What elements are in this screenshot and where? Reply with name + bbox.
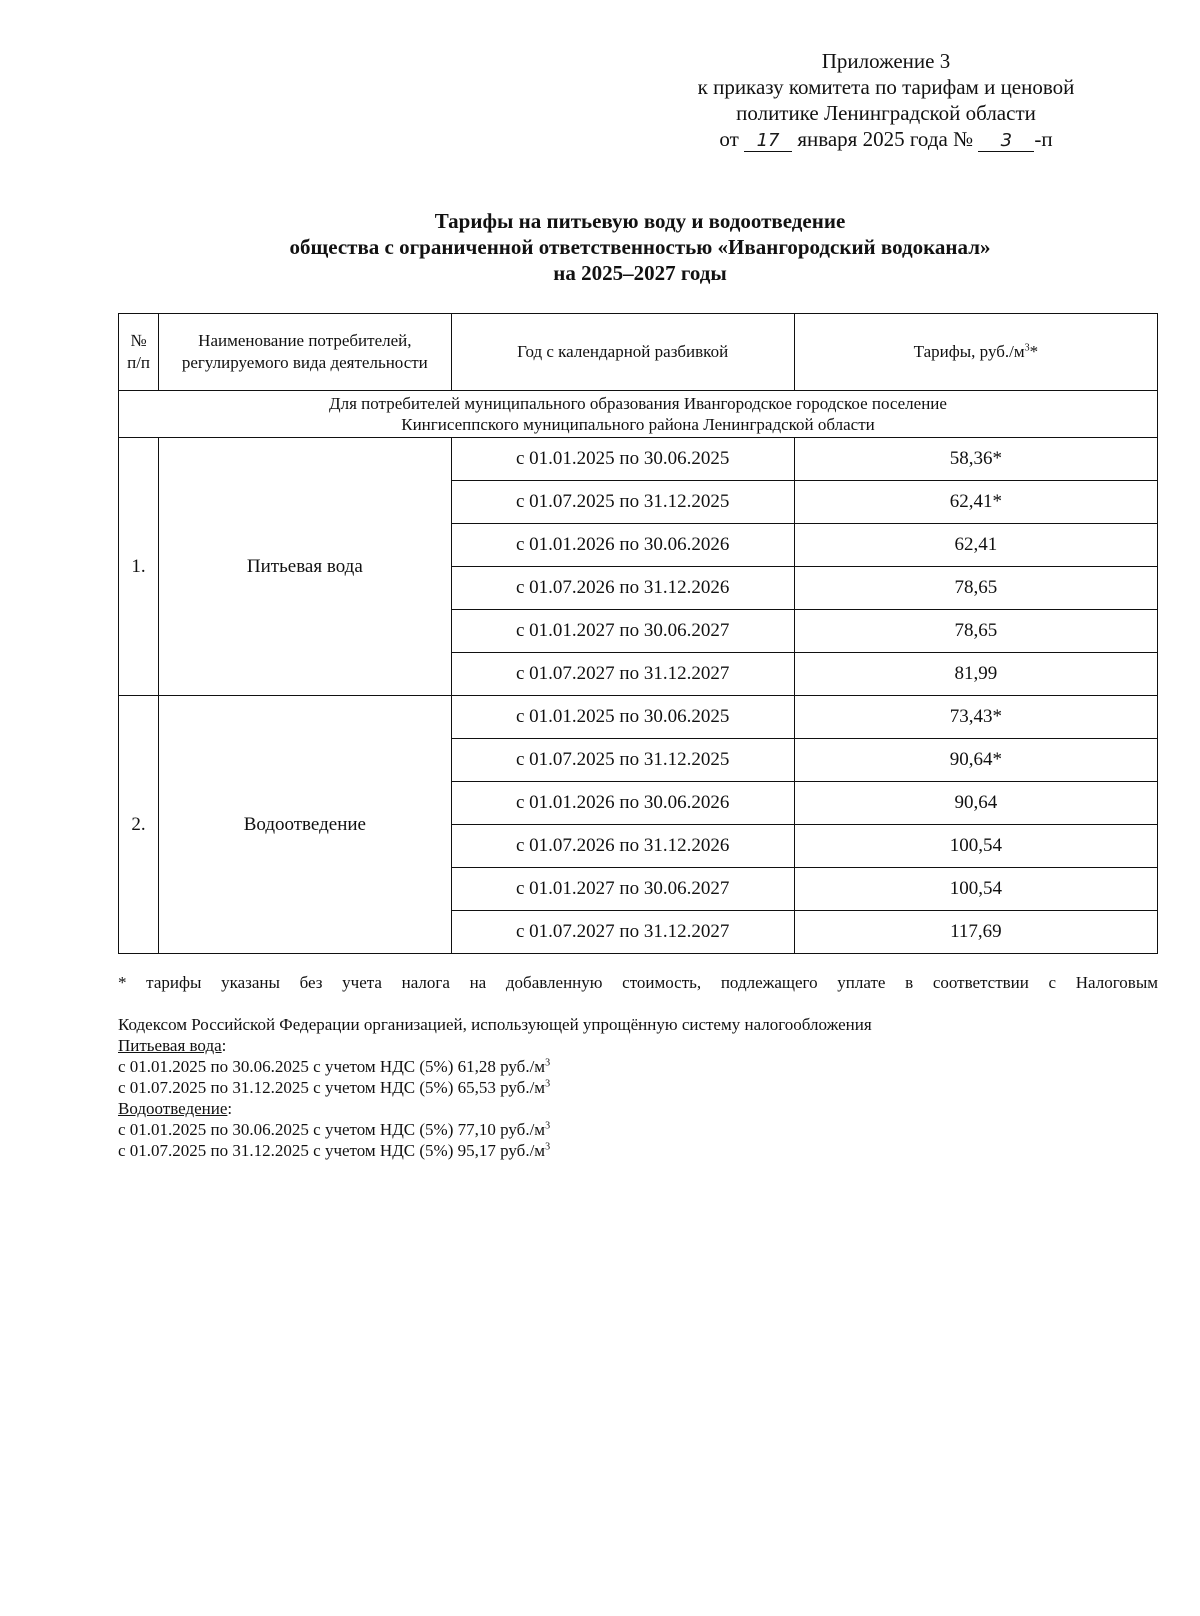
section-num: 1.: [119, 438, 159, 696]
tariff-cell: 78,65: [794, 567, 1157, 610]
footnote-water-text-2: с 01.07.2025 по 31.12.2025 с учетом НДС (5%) 65,53 руб./м: [118, 1078, 546, 1097]
footnote-colon: :: [227, 1099, 233, 1118]
period-cell: с 01.07.2025 по 31.12.2025: [451, 481, 794, 524]
footnote-sewer-heading-line: [118, 1098, 1158, 1119]
header-tariff-text: Тарифы, руб./м: [913, 342, 1025, 361]
footnote-main-line-2: Кодексом Российской Федерации организацией, использующей упрощённую систему налогообложения: [118, 1015, 872, 1034]
footnote-sewer-line-2: [118, 1140, 1158, 1161]
footnote-sup: 3: [545, 1120, 551, 1132]
group-cell: [119, 391, 1158, 438]
date-day-handwritten: 17: [744, 131, 792, 152]
footnote-water-heading: Питьевая вода: [118, 1036, 222, 1055]
table-row: [119, 438, 1158, 481]
period-cell: с 01.07.2025 по 31.12.2025: [451, 739, 794, 782]
tariff-cell: 73,43*: [794, 696, 1157, 739]
tariff-cell: 62,41*: [794, 481, 1157, 524]
order-number-handwritten: 3: [978, 131, 1034, 152]
header-tariff: [794, 314, 1157, 391]
table-header-row: [119, 314, 1158, 391]
footnote-sewer-text-1: с 01.01.2025 по 30.06.2025 с учетом НДС (5%) 77,10 руб./м: [118, 1120, 546, 1139]
period-cell: с 01.01.2027 по 30.06.2027: [451, 610, 794, 653]
footnote-water-heading-line: [118, 1035, 1158, 1056]
period-cell: с 01.01.2027 по 30.06.2027: [451, 868, 794, 911]
tariff-cell: 58,36*: [794, 438, 1157, 481]
tariff-cell: 62,41: [794, 524, 1157, 567]
appendix-header: [626, 48, 1146, 152]
title-line-2: общества с ограниченной ответственностью «Ивангородский водоканал»: [289, 235, 991, 259]
period-cell: с 01.07.2026 по 31.12.2026: [451, 825, 794, 868]
group-line-1: Для потребителей муниципального образования Ивангородское городское поселение: [329, 394, 947, 413]
footnote-colon: :: [221, 1036, 227, 1055]
period-cell: с 01.01.2026 по 30.06.2026: [451, 524, 794, 567]
tariff-cell: 90,64: [794, 782, 1157, 825]
tariff-cell: 117,69: [794, 911, 1157, 954]
section-num: 2.: [119, 696, 159, 954]
header-period: Год с календарной разбивкой: [451, 314, 794, 391]
period-cell: с 01.07.2026 по 31.12.2026: [451, 567, 794, 610]
footnote-main-line-1: * тарифы указаны без учета налога на добавленную стоимость, подлежащего уплате в соответствии с Налоговым: [118, 973, 1158, 992]
period-cell: с 01.01.2025 по 30.06.2025: [451, 696, 794, 739]
title-line-1: Тарифы на питьевую воду и водоотведение: [434, 209, 846, 233]
tariff-cell: 81,99: [794, 653, 1157, 696]
footnote-sup: 3: [545, 1078, 551, 1090]
footnote: [118, 972, 1158, 1161]
date-prefix: от: [719, 127, 739, 151]
appendix-date-line: [626, 126, 1146, 152]
tariff-cell: 100,54: [794, 825, 1157, 868]
title-line-3: на 2025–2027 годы: [553, 261, 727, 285]
appendix-committee: политике Ленинградской области: [736, 101, 1036, 125]
table-row: [119, 696, 1158, 739]
period-cell: с 01.01.2026 по 30.06.2026: [451, 782, 794, 825]
period-cell: с 01.07.2027 по 31.12.2027: [451, 653, 794, 696]
section-name: Питьевая вода: [159, 438, 451, 696]
appendix-order-ref: к приказу комитета по тарифам и ценовой: [697, 75, 1075, 99]
header-name: Наименование потребителей, регулируемого вида деятельности: [159, 314, 451, 391]
section-name: Водоотведение: [159, 696, 451, 954]
tariff-cell: 100,54: [794, 868, 1157, 911]
date-rest: января 2025 года №: [797, 127, 974, 151]
footnote-water-text-1: с 01.01.2025 по 30.06.2025 с учетом НДС (5%) 61,28 руб./м: [118, 1057, 546, 1076]
tariff-cell: 90,64*: [794, 739, 1157, 782]
document-title: [120, 208, 1160, 286]
footnote-sewer-line-1: [118, 1119, 1158, 1140]
footnote-sup: 3: [545, 1057, 551, 1069]
footnote-sup: 3: [545, 1141, 551, 1153]
footnote-water-line-1: [118, 1056, 1158, 1077]
header-tariff-sup: 3: [1024, 342, 1030, 354]
appendix-number: Приложение 3: [821, 49, 951, 73]
tariff-cell: 78,65: [794, 610, 1157, 653]
footnote-water-line-2: [118, 1077, 1158, 1098]
order-suffix: -п: [1034, 127, 1053, 151]
footnote-sewer-text-2: с 01.07.2025 по 31.12.2025 с учетом НДС (5%) 95,17 руб./м: [118, 1141, 546, 1160]
header-num: № п/п: [119, 314, 159, 391]
group-line-2: Кингисеппского муниципального района Ленинградской области: [401, 415, 875, 434]
footnote-sewer-heading: Водоотведение: [118, 1099, 228, 1118]
period-cell: с 01.07.2027 по 31.12.2027: [451, 911, 794, 954]
tariff-table: [118, 313, 1158, 954]
header-tariff-star: *: [1029, 342, 1039, 361]
group-row: [119, 391, 1158, 438]
period-cell: с 01.01.2025 по 30.06.2025: [451, 438, 794, 481]
